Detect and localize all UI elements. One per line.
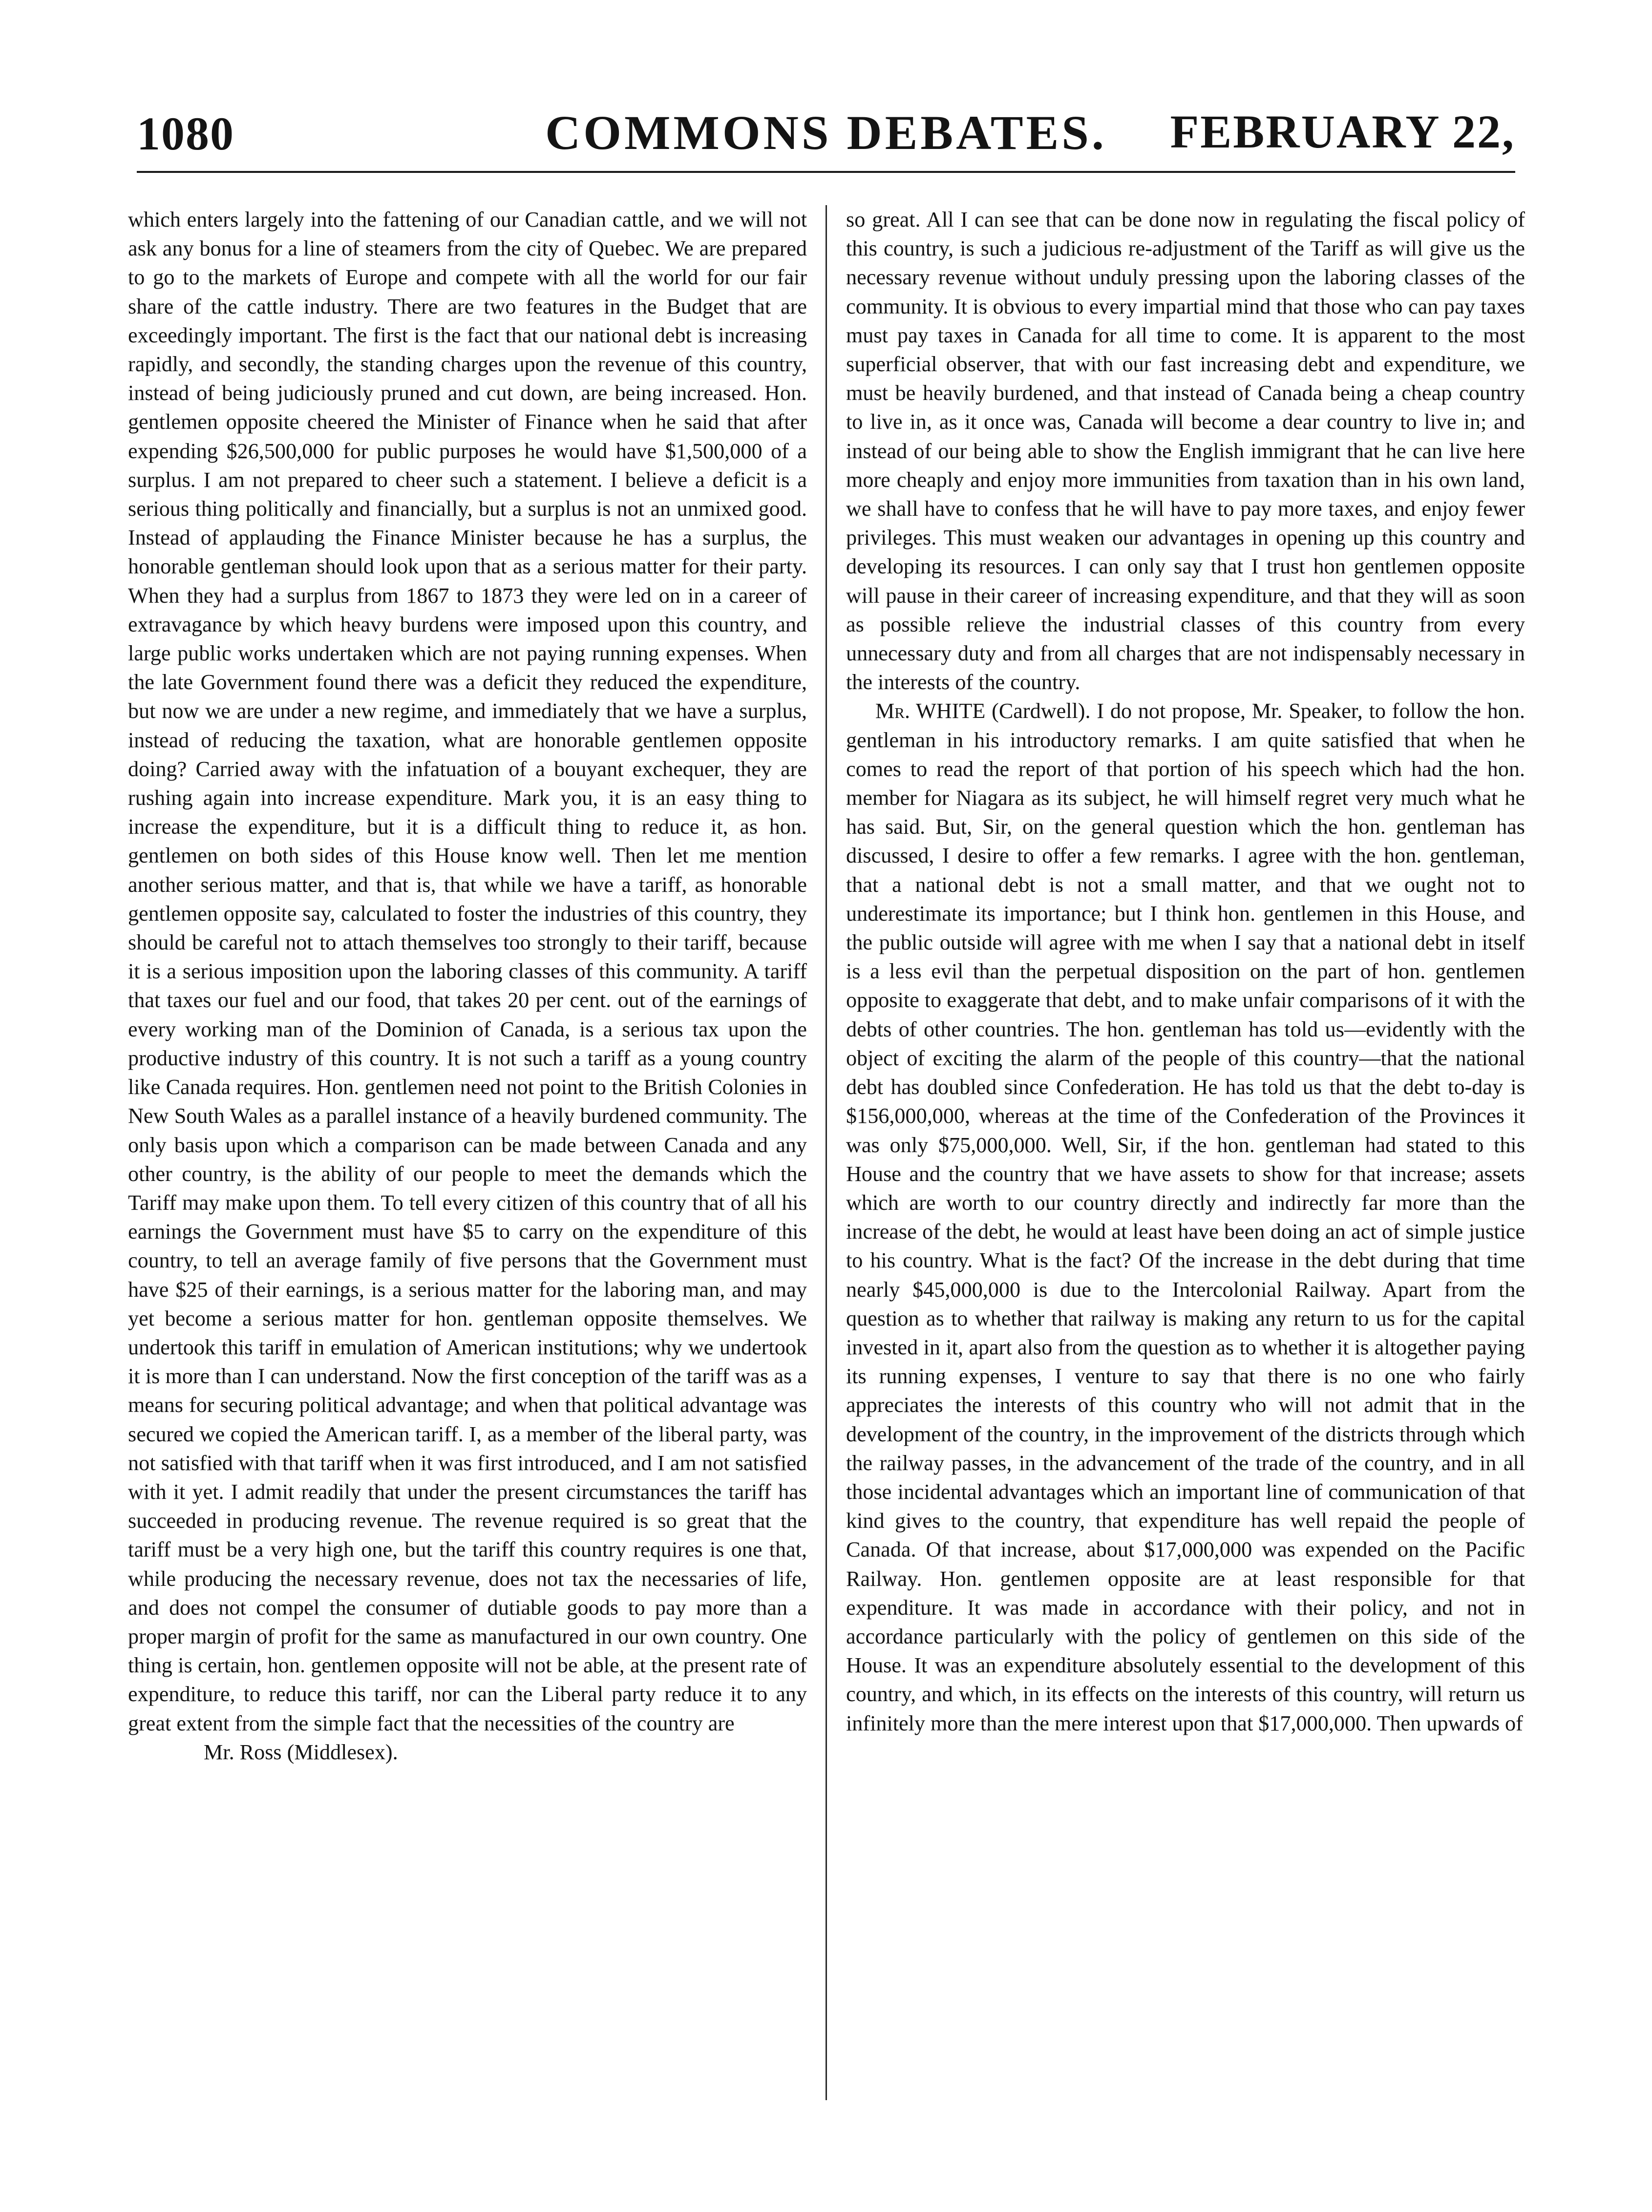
page-header [137, 98, 1515, 173]
left-column [128, 205, 807, 2129]
speech-paragraph [846, 696, 1525, 1737]
right-column [846, 205, 1525, 2129]
left-column-paragraph: which enters largely into the fattening of our Canadian cattle, and we will not ask any bonus for a line of steamers from the city of Quebec. We are prepared to go to the markets of Europe and compete with all the world for our fair share of the cattle industry. There are two features in the Budget that are exceedingly important. The first is the fact that our national debt is increasing rapidly, and secondly, the standing charges upon the revenue of this country, instead of being judiciously pruned and cut down, are being increased. Hon. gentlemen opposite cheered the Minister of Finance when he said that after expending $26,500,000 for public purposes he would have $1,500,000 of a surplus. I am not prepared to cheer such a statement. I believe a deficit is a serious thing politically and financially, but a surplus is not an unmixed good. Instead of applauding the Finance Minister because he has a surplus, the honorable gentleman should look upon that as a serious matter for their party. When they had a surplus from 1867 to 1873 they were led on in a career of extravagance by which heavy burdens were imposed upon this country, and large public works undertaken which are not paying running expenses. When the late Government found there was a deficit they reduced the expenditure, but now we are under a new regime, and immediately that we have a surplus, instead of reducing the taxation, what are honorable gentlemen opposite doing? Carried away with the infatuation of a bouyant exchequer, they are rushing again into increase expenditure. Mark you, it is an easy thing to increase the expenditure, but it is a difficult thing to reduce it, as hon. gentlemen on both sides of this House know well. Then let me mention another serious matter, and that is, that while we have a tariff, as honorable gentlemen opposite say, calculated to foster the industries of this country, they should be careful not to attach themselves too strongly to their tariff, because it is a serious imposition upon the laboring classes of this community. A tariff that taxes our fuel and our food, that takes 20 per cent. out of the earnings of every working man of the Dominion of Canada, is a serious tax upon the productive industry of this country. It is not such a tariff as a young country like Canada requires. Hon. gentlemen need not point to the British Colonies in New South Wales as a parallel instance of a heavily burdened community. The only basis upon which a comparison can be made between Canada and any other country, is the ability of our people to meet the demands which the Tariff may make upon them. To tell every citizen of this country that of all his earnings the Government must have $5 to carry on the expenditure of this country, to tell an average family of five persons that the Government must have $25 of their earnings, is a serious matter for the laboring man, and may yet become a serious matter for hon. gentleman opposite themselves. We undertook this tariff in emulation of American institutions; why we undertook it is more than I can understand. Now the first conception of the tariff was as a means for securing political advantage; and when that political advantage was secured we copied the American tariff. I, as a member of the liberal party, was not satisfied with that tariff when it was first introduced, and I am not satisfied with it yet. I admit readily that under the present circumstances the tariff has succeeded in producing revenue. The revenue required is so great that the tariff must be a very high one, but the tariff this country requires is one that, while producing the necessary revenue, does not tax the necessaries of life, and does not compel the consumer of dutiable goods to pay more than a proper margin of profit for the same as manufactured in our own country. One thing is certain, hon. gentlemen opposite will not be able, at the present rate of expenditure, to reduce this tariff, nor can the Liberal party reduce it to any great extent from the simple fact that the necessities of the country are [128, 208, 807, 1735]
speech-text: (Cardwell). I do not propose, Mr. Speaker, to follow the hon. gentleman in his introductory remarks. I am quite satisfied that when he comes to read the report of that portion of his speech which had the hon. member for Niagara as its subject, he will himself regret very much what he has said. But, Sir, on the general question which the hon. gentleman has discussed, I desire to offer a few remarks. I agree with the hon. gentleman, that a national debt is not a small matter, and that we ought not to underestimate its importance; but I think hon. gentlemen in this House, and the public outside will agree with me when I say that a national debt in itself is a less evil than the perpetual disposition on the part of hon. gentlemen opposite to exaggerate that debt, and to make unfair comparisons of it with the debts of other countries. The hon. gentleman has told us—evidently with the object of exciting the alarm of the people of this country—that the national debt has doubled since Confederation. He has told us that the debt to-day is $156,000,000, whereas at the time of the Confederation of the Provinces it was only $75,000,000. Well, Sir, if the hon. gentleman had stated to this House and the country that we have assets to show for that increase; assets which are worth to our country directly and indirectly far more than the increase of the debt, he would at least have been doing an act of simple justice to his country. What is the fact? Of the increase in the debt during that time nearly $45,000,000 is due to the Intercolonial Railway. Apart from the question as to whether that railway is making any return to us for the capital invested in it, apart also from the question as to whether it is altogether paying its running expenses, I venture to say that there is no one who fairly appreciates the interests of this country who will not admit that in the development of the country, in the improvement of the districts through which the railway passes, in the advancement of the trade of the country, and in all those incidental advantages which an important line of communication of that kind gives to the country, that expenditure has well repaid the people of Canada. Of that increase, about $17,000,000 was expended on the Pacific Railway. Hon. gentlemen opposite are at least responsible for that expenditure. It was made in accordance with their policy, and not in accordance particularly with the policy of gentlemen on this side of the House. It was an expenditure absolutely essential to the development of this country, and which, in its effects on the interests of this country, will return us infinitely more than the mere interest upon that $17,000,000. Then upwards of [846, 699, 1525, 1735]
text-columns [128, 205, 1525, 2129]
right-column-paragraph: so great. All I can see that can be done now in regulating the fiscal policy of this country, is such a judicious re-adjustment of the Tariff as will give us the necessary revenue without unduly pressing upon the laboring classes of the community. It is obvious to every impartial mind that those who can pay taxes must pay taxes in Canada for all time to come. It is apparent to the most superficial observer, that with our fast increasing debt and expenditure, we must be heavily burdened, and that instead of Canada being a cheap country to live in, as it once was, Canada will become a dear country to live in; and instead of our being able to show the English immigrant that he can live here more cheaply and enjoy more immunities from taxation than in his own land, we shall have to confess that he will have to pay more taxes, and enjoy fewer privileges. This must weaken our advantages in opening up this country and developing its resources. I can only say that I trust hon gentlemen opposite will pause in their career of increasing expenditure, and that they will as soon as possible relieve the industrial classes of this country from every unnecessary duty and from all charges that are not indispensably necessary in the interests of the country. [846, 208, 1525, 695]
speaker-name: Mr. WHITE [875, 699, 986, 723]
issue-date: FEBRUARY 22, [1170, 105, 1515, 158]
speaker-signature: Mr. Ross (Middlesex). [204, 1740, 398, 1764]
running-title: COMMONS DEBATES. [545, 105, 1107, 160]
page-number: 1080 [137, 107, 234, 160]
column-divider [826, 205, 827, 2100]
